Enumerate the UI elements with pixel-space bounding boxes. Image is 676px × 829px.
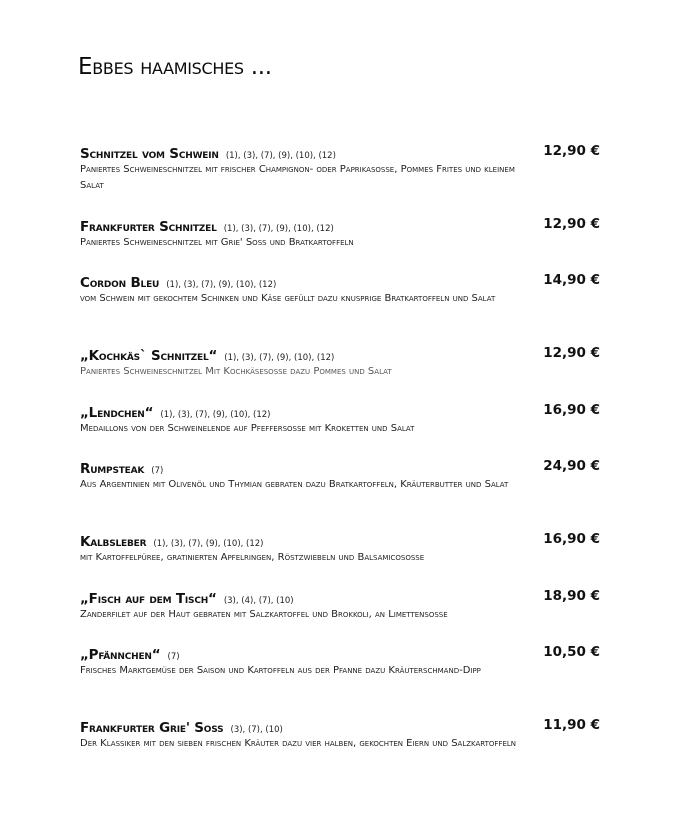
menu-item-price: 16,90 € — [543, 402, 600, 418]
menu-item-allergens: (1), (3), (7), (9), (10), (12) — [166, 280, 277, 290]
menu-item-description: Paniertes Schweineschnitzel mit Grie' Soss und Bratkartoffeln — [80, 237, 354, 248]
menu-item-name: Kalbsleber — [80, 534, 147, 550]
menu-item-allergens: (1), (3), (7), (9), (10), (12) — [160, 410, 271, 420]
menu-item-description: Paniertes Schweineschnitzel Mit Kochkäsesosse dazu Pommes und Salat — [80, 366, 392, 377]
menu-item-allergens: (7) — [167, 652, 180, 662]
menu-item-description: Frisches Marktgemüse der Saison und Kartoffeln aus der Pfanne dazu Kräuterschmand-Dipp — [80, 665, 481, 676]
menu-item-allergens: (3), (7), (10) — [230, 725, 283, 735]
menu-item-allergens: (1), (3), (7), (9), (10), (12) — [224, 353, 335, 363]
menu-item-price: 12,90 € — [543, 216, 600, 232]
menu-item-price: 12,90 € — [543, 143, 600, 159]
menu-item — [80, 717, 600, 752]
menu-item-name: Rumpsteak — [80, 461, 145, 477]
menu-item-description: Aus Argentinien mit Olivenöl und Thymian gebraten dazu Bratkartoffeln, Kräuterbutter und Salat — [80, 479, 509, 490]
menu-item — [80, 588, 600, 623]
menu-item — [80, 272, 600, 307]
menu-item — [80, 143, 600, 194]
menu-item-description: Paniertes Schweineschnitzel mit frischer Champignon- oder Paprikasosse, Pommes Frites und kleinem Salat — [80, 164, 515, 191]
menu-item-name: „Fisch auf dem Tisch“ — [80, 591, 217, 607]
menu-item-description: mit Kartoffelpüree, gratinierten Apfelringen, Röstzwiebeln und Balsamicososse — [80, 552, 425, 563]
menu-item-price: 16,90 € — [543, 531, 600, 547]
menu-item-price: 12,90 € — [543, 345, 600, 361]
menu-item — [80, 531, 600, 566]
menu-item — [80, 458, 600, 493]
menu-item-description: vom Schwein mit gekochtem Schinken und Käse gefüllt dazu knusprige Bratkartoffeln und Salat — [80, 293, 496, 304]
menu-item — [80, 644, 600, 679]
menu-item-name: Schnitzel vom Schwein — [80, 146, 219, 162]
menu-item-allergens: (7) — [151, 466, 164, 476]
menu-item-price: 18,90 € — [543, 588, 600, 604]
menu-item-description: Der Klassiker mit den sieben frischen Kräuter dazu vier halben, gekochten Eiern und Salzkartoffeln — [80, 738, 517, 749]
menu-item — [80, 402, 600, 437]
page-title: Ebbes haamisches ... — [78, 54, 272, 80]
menu-item-name: Frankfurter Schnitzel — [80, 219, 217, 235]
menu-item — [80, 345, 600, 380]
menu-item-allergens: (3), (4), (7), (10) — [223, 596, 294, 606]
menu-item-price: 14,90 € — [543, 272, 600, 288]
menu-item-name: „Kochkäs` Schnitzel“ — [80, 348, 218, 364]
menu-item-name: Frankfurter Grie' Soss — [80, 720, 224, 736]
menu-item-allergens: (1), (3), (7), (9), (10), (12) — [225, 151, 336, 161]
menu-item-description: Medaillons von der Schweinelende auf Pfeffersosse mit Kroketten und Salat — [80, 423, 415, 434]
menu-item-allergens: (1), (3), (7), (9), (10), (12) — [223, 224, 334, 234]
menu-item-description: Zanderfilet auf der Haut gebraten mit Salzkartoffel und Brokkoli, an Limettensosse — [80, 609, 448, 620]
menu-item-name: „Lendchen“ — [80, 405, 154, 421]
menu-item-name: Cordon Bleu — [80, 275, 160, 291]
menu-item-price: 11,90 € — [543, 717, 600, 733]
menu-item-name: „Pfännchen“ — [80, 647, 161, 663]
menu-item-price: 24,90 € — [543, 458, 600, 474]
menu-item-allergens: (1), (3), (7), (9), (10), (12) — [153, 539, 264, 549]
menu-item — [80, 216, 600, 251]
menu-item-price: 10,50 € — [543, 644, 600, 660]
